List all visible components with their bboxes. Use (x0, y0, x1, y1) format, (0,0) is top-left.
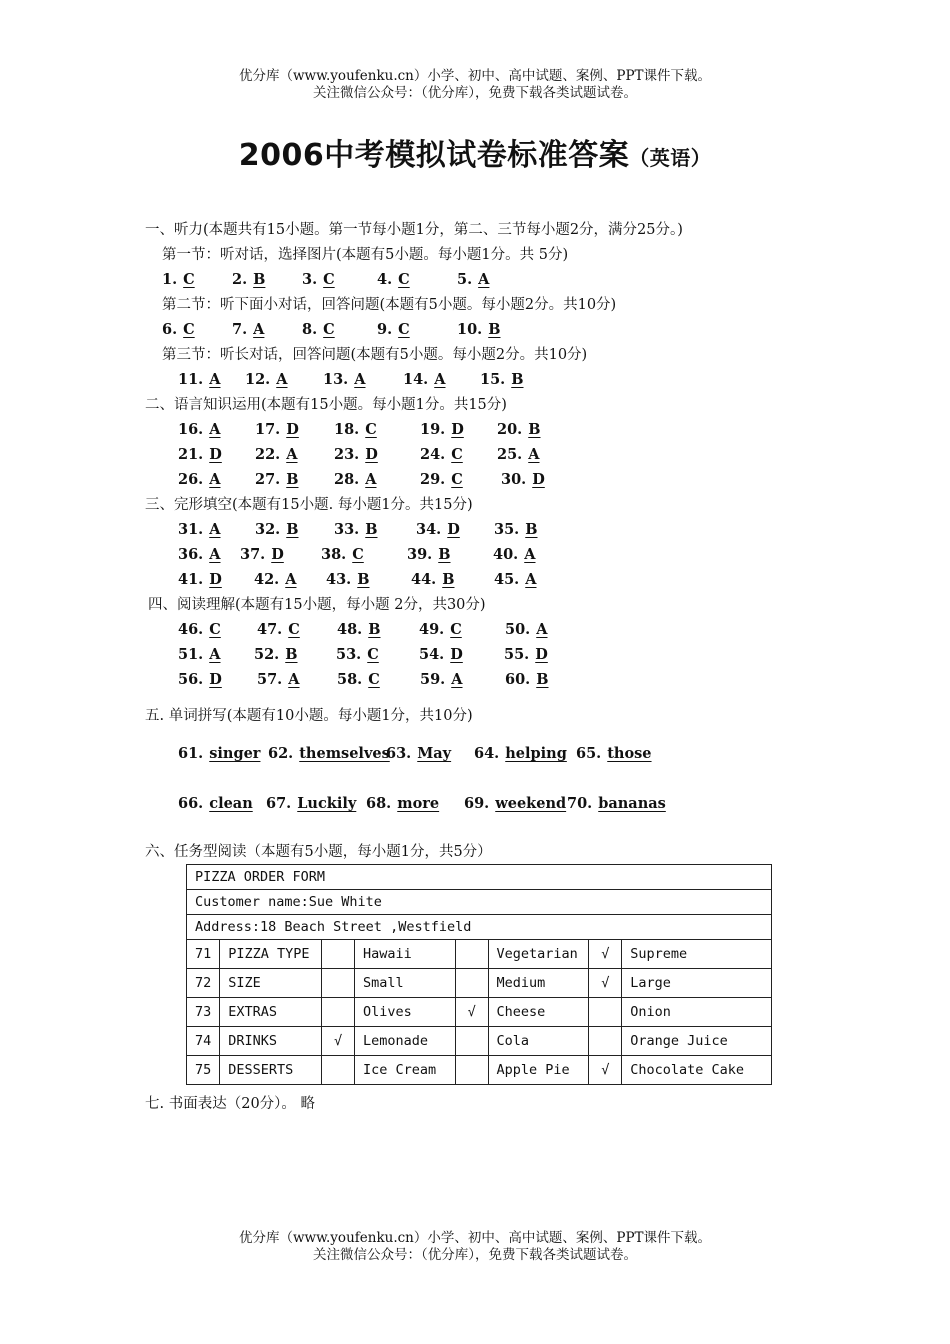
question-number: 63. (386, 745, 412, 762)
question-number: 16. (178, 421, 204, 438)
question-number: 37. (240, 546, 266, 563)
answer-item (257, 670, 337, 690)
answer-item (494, 570, 564, 590)
check-cell (322, 969, 355, 998)
answer-value: clean (209, 795, 253, 812)
question-number: 26. (178, 471, 204, 488)
check-cell (322, 998, 355, 1027)
question-number: 21. (178, 446, 204, 463)
answer-item (505, 620, 575, 640)
question-number: 33. (334, 521, 360, 538)
answer-value: May (417, 745, 452, 762)
question-number: 27. (255, 471, 281, 488)
order-row (187, 969, 772, 998)
question-number: 40. (493, 546, 519, 563)
answer-row (162, 270, 527, 290)
answer-value: A (209, 521, 221, 538)
answer-value: D (535, 646, 548, 663)
check-cell: √ (322, 1027, 355, 1056)
answer-value: D (209, 671, 222, 688)
answer-item (334, 420, 420, 440)
answer-item (323, 370, 403, 390)
answer-item (576, 744, 676, 764)
answer-value: D (209, 571, 222, 588)
section-4-heading: 四、阅读理解(本题有15小题，每小题 2分，共30分) (148, 597, 486, 613)
answer-value: D (447, 521, 460, 538)
question-number: 19. (420, 421, 446, 438)
answer-item (321, 545, 407, 565)
question-number: 54. (419, 646, 445, 663)
question-number: 67. (266, 795, 292, 812)
question-number: 59. (420, 671, 446, 688)
answer-item (504, 645, 574, 665)
question-number: 32. (255, 521, 281, 538)
answer-item (377, 320, 457, 340)
check-cell (589, 1027, 622, 1056)
answer-item (334, 445, 420, 465)
answer-value: those (607, 745, 652, 762)
check-cell (455, 940, 488, 969)
question-number: 31. (178, 521, 204, 538)
answer-item (255, 420, 334, 440)
row-number: 73 (187, 998, 220, 1027)
check-cell: √ (589, 1056, 622, 1085)
check-cell (322, 940, 355, 969)
question-number: 69. (464, 795, 490, 812)
answer-item (480, 370, 550, 390)
answer-value: D (365, 446, 378, 463)
answer-value: D (286, 421, 299, 438)
option-cell: Chocolate Cake (622, 1056, 772, 1085)
answer-row (178, 545, 563, 565)
answer-item (240, 545, 321, 565)
answer-row (178, 570, 564, 590)
option-cell: Hawaii (354, 940, 455, 969)
answer-item (162, 270, 232, 290)
row-number: 72 (187, 969, 220, 998)
answer-item (178, 570, 254, 590)
order-row (187, 1027, 772, 1056)
section-2-heading: 二、语言知识运用(本题有15小题。每小题1分。共15分) (145, 397, 507, 413)
section-1-heading: 一、听力(本题共有15小题。第一节每小题1分，第二、三节每小题2分，满分25分。) (145, 222, 683, 238)
question-number: 17. (255, 421, 281, 438)
answer-item (178, 370, 245, 390)
page-footer (0, 1230, 950, 1264)
answer-item (232, 320, 302, 340)
option-cell: Large (622, 969, 772, 998)
answer-value: C (451, 471, 463, 488)
answer-item (268, 744, 390, 764)
question-number: 25. (497, 446, 523, 463)
answer-item (474, 744, 576, 764)
answer-item (257, 620, 337, 640)
answer-item (407, 545, 493, 565)
answer-item (266, 794, 366, 814)
answer-item (254, 570, 326, 590)
question-number: 22. (255, 446, 281, 463)
answer-row (178, 645, 574, 665)
option-cell: Orange Juice (622, 1027, 772, 1056)
question-number: 57. (257, 671, 283, 688)
answer-value: singer (209, 745, 261, 762)
question-number: 41. (178, 571, 204, 588)
answer-value: A (451, 671, 463, 688)
section-1-part-1: 第一节：听对话，选择图片(本题有5小题。每小题1分。共 5分) (162, 247, 569, 263)
order-row (187, 998, 772, 1027)
answer-value: weekend (495, 795, 567, 812)
answer-item (411, 570, 494, 590)
option-cell: Cheese (488, 998, 589, 1027)
answer-row (178, 670, 575, 690)
section-6-heading: 六、任务型阅读（本题有5小题，每小题1分，共5分） (145, 844, 492, 860)
answer-value: B (442, 571, 455, 588)
answer-value: A (354, 371, 366, 388)
question-number: 65. (576, 745, 602, 762)
option-cell: Lemonade (354, 1027, 455, 1056)
answer-value: A (478, 271, 490, 288)
answer-value: D (271, 546, 284, 563)
answer-value: B (368, 621, 381, 638)
question-number: 62. (268, 745, 294, 762)
section-3-heading: 三、完形填空(本题有15小题. 每小题1分。共15分) (145, 497, 473, 513)
option-cell: Vegetarian (488, 940, 589, 969)
order-row (187, 1056, 772, 1085)
question-number: 12. (245, 371, 271, 388)
answer-item (178, 670, 257, 690)
option-cell: Onion (622, 998, 772, 1027)
question-number: 44. (411, 571, 437, 588)
form-title: PIZZA ORDER FORM (187, 865, 772, 890)
answer-item (334, 520, 416, 540)
question-number: 46. (178, 621, 204, 638)
answer-value: A (528, 446, 540, 463)
answer-value: C (288, 621, 300, 638)
question-number: 6. (162, 321, 178, 338)
question-number: 38. (321, 546, 347, 563)
answer-value: D (209, 446, 222, 463)
answer-item (337, 620, 419, 640)
answer-item (162, 320, 232, 340)
check-cell (322, 1056, 355, 1085)
answer-value: A (286, 446, 298, 463)
answer-item (497, 420, 567, 440)
question-number: 23. (334, 446, 360, 463)
question-number: 4. (377, 271, 393, 288)
answer-row (178, 520, 564, 540)
check-cell (589, 998, 622, 1027)
question-number: 34. (416, 521, 442, 538)
answer-value: B (525, 521, 538, 538)
answer-row (178, 370, 550, 390)
question-number: 68. (366, 795, 392, 812)
question-number: 36. (178, 546, 204, 563)
option-cell: Supreme (622, 940, 772, 969)
answer-value: C (398, 271, 410, 288)
answer-item (178, 744, 268, 764)
answer-item (178, 794, 266, 814)
answer-value: B (285, 646, 298, 663)
question-number: 28. (334, 471, 360, 488)
answer-row (162, 320, 527, 340)
question-number: 18. (334, 421, 360, 438)
question-number: 70. (567, 795, 593, 812)
answer-value: A (285, 571, 297, 588)
row-label: DRINKS (220, 1027, 322, 1056)
page-header (0, 68, 950, 102)
answer-item (494, 520, 564, 540)
answer-value: C (398, 321, 410, 338)
check-cell (455, 969, 488, 998)
question-number: 39. (407, 546, 433, 563)
question-number: 8. (302, 321, 318, 338)
answer-item (178, 445, 255, 465)
answer-item (254, 645, 336, 665)
question-number: 1. (162, 271, 178, 288)
question-number: 24. (420, 446, 446, 463)
pizza-order-form (186, 864, 772, 1085)
answer-item (178, 645, 254, 665)
answer-value: D (532, 471, 545, 488)
answer-value: A (365, 471, 377, 488)
answer-value: B (511, 371, 524, 388)
question-number: 61. (178, 745, 204, 762)
answer-value: C (183, 321, 195, 338)
footer-line-2: 关注微信公众号：（优分库），免费下载各类试题试卷。 (313, 1247, 637, 1263)
question-number: 64. (474, 745, 500, 762)
answer-value: A (536, 621, 548, 638)
answer-item (416, 520, 494, 540)
answer-value: D (451, 421, 464, 438)
header-line-2: 关注微信公众号：（优分库），免费下载各类试题试卷。 (313, 85, 637, 101)
answer-value: B (488, 321, 501, 338)
question-number: 7. (232, 321, 248, 338)
answer-value: C (450, 621, 462, 638)
answer-value: B (438, 546, 451, 563)
spelling-row (178, 794, 667, 814)
answer-row (178, 620, 575, 640)
answer-item (403, 370, 480, 390)
answer-item (178, 470, 255, 490)
answer-value: A (253, 321, 265, 338)
question-number: 66. (178, 795, 204, 812)
check-cell: √ (589, 940, 622, 969)
row-label: DESSERTS (220, 1056, 322, 1085)
answer-value: D (450, 646, 463, 663)
answer-value: B (357, 571, 370, 588)
option-cell: Apple Pie (488, 1056, 589, 1085)
row-number: 71 (187, 940, 220, 969)
question-number: 52. (254, 646, 280, 663)
row-number: 74 (187, 1027, 220, 1056)
answer-item (178, 620, 257, 640)
answer-item (255, 470, 334, 490)
answer-item (493, 545, 563, 565)
question-number: 3. (302, 271, 318, 288)
answer-item (178, 420, 255, 440)
answer-item (302, 270, 377, 290)
question-number: 49. (419, 621, 445, 638)
answer-value: helping (505, 745, 567, 762)
question-number: 55. (504, 646, 530, 663)
answer-value: C (209, 621, 221, 638)
answer-item (178, 520, 255, 540)
answer-item (497, 445, 567, 465)
answer-value: themselves (299, 745, 390, 762)
row-label: PIZZA TYPE (220, 940, 322, 969)
row-label: EXTRAS (220, 998, 322, 1027)
answer-item (366, 794, 464, 814)
answer-item (457, 320, 527, 340)
question-number: 53. (336, 646, 362, 663)
answer-value: C (183, 271, 195, 288)
answer-value: A (525, 571, 537, 588)
answer-value: A (524, 546, 536, 563)
answer-item (567, 794, 667, 814)
address: Address:18 Beach Street ,Westfield (187, 915, 772, 940)
question-number: 50. (505, 621, 531, 638)
check-cell: √ (589, 969, 622, 998)
question-number: 14. (403, 371, 429, 388)
question-number: 13. (323, 371, 349, 388)
answer-value: B (286, 521, 299, 538)
answer-value: C (365, 421, 377, 438)
question-number: 48. (337, 621, 363, 638)
answer-value: more (397, 795, 440, 812)
question-number: 20. (497, 421, 523, 438)
question-number: 43. (326, 571, 352, 588)
question-number: 29. (420, 471, 446, 488)
row-number: 75 (187, 1056, 220, 1085)
question-number: 45. (494, 571, 520, 588)
question-number: 15. (480, 371, 506, 388)
section-5-heading: 五. 单词拼写(本题有10小题。每小题1分，共10分) (145, 708, 473, 724)
order-row (187, 940, 772, 969)
page-title (0, 130, 950, 174)
answer-item (178, 545, 240, 565)
answer-row (178, 445, 567, 465)
question-number: 60. (505, 671, 531, 688)
answer-item (419, 645, 504, 665)
answer-item (336, 645, 419, 665)
answer-row (178, 470, 571, 490)
answer-item (457, 270, 527, 290)
answer-value: B (536, 671, 549, 688)
answer-value: C (451, 446, 463, 463)
answer-value: A (209, 371, 221, 388)
answer-item (505, 670, 575, 690)
check-cell (455, 1027, 488, 1056)
section-7-heading: 七. 书面表达（20分）。 略 (145, 1096, 316, 1112)
answer-value: A (288, 671, 300, 688)
answer-item (420, 445, 497, 465)
answer-item (420, 420, 497, 440)
answer-value: A (276, 371, 288, 388)
answer-item (302, 320, 377, 340)
option-cell: Cola (488, 1027, 589, 1056)
answer-item (420, 470, 501, 490)
option-cell: Olives (354, 998, 455, 1027)
answer-item (419, 620, 505, 640)
answer-item (386, 744, 474, 764)
answer-value: bananas (598, 795, 666, 812)
answer-item (420, 670, 505, 690)
answer-value: C (323, 321, 335, 338)
title-main: 2006中考模拟试卷标准答案 (238, 138, 630, 173)
option-cell: Ice Cream (354, 1056, 455, 1085)
answer-value: A (209, 421, 221, 438)
answer-item (501, 470, 571, 490)
question-number: 10. (457, 321, 483, 338)
answer-value: B (365, 521, 378, 538)
question-number: 11. (178, 371, 204, 388)
answer-value: C (367, 646, 379, 663)
row-label: SIZE (220, 969, 322, 998)
section-1-part-3: 第三节：听长对话，回答问题(本题有5小题。每小题2分。共10分) (162, 347, 588, 363)
check-cell (455, 1056, 488, 1085)
footer-line-1: 优分库（www.youfenku.cn）小学、初中、高中试题、案例、PPT课件下载。 (238, 1230, 712, 1246)
question-number: 5. (457, 271, 473, 288)
answer-item (245, 370, 323, 390)
question-number: 9. (377, 321, 393, 338)
answer-value: A (209, 546, 221, 563)
check-cell: √ (455, 998, 488, 1027)
question-number: 47. (257, 621, 283, 638)
answer-value: A (434, 371, 446, 388)
spelling-row (178, 744, 676, 764)
question-number: 51. (178, 646, 204, 663)
answer-value: C (352, 546, 364, 563)
answer-item (255, 445, 334, 465)
question-number: 56. (178, 671, 204, 688)
answer-item (337, 670, 420, 690)
section-1-part-2: 第二节：听下面小对话，回答问题(本题有5小题。每小题2分。共10分) (162, 297, 617, 313)
answer-row (178, 420, 567, 440)
question-number: 30. (501, 471, 527, 488)
answer-value: A (209, 646, 221, 663)
title-sub: （英语） (629, 146, 712, 170)
answer-value: B (528, 421, 541, 438)
header-line-1: 优分库（www.youfenku.cn）小学、初中、高中试题、案例、PPT课件下载。 (238, 68, 712, 84)
answer-item (377, 270, 457, 290)
option-cell: Small (354, 969, 455, 998)
question-number: 42. (254, 571, 280, 588)
customer-name: Customer name:Sue White (187, 890, 772, 915)
answer-value: C (368, 671, 380, 688)
answer-item (334, 470, 420, 490)
answer-value: Luckily (297, 795, 357, 812)
answer-value: B (253, 271, 266, 288)
answer-item (464, 794, 567, 814)
option-cell: Medium (488, 969, 589, 998)
answer-item (255, 520, 334, 540)
question-number: 58. (337, 671, 363, 688)
answer-item (326, 570, 411, 590)
answer-value: B (286, 471, 299, 488)
answer-item (232, 270, 302, 290)
answer-value: A (209, 471, 221, 488)
answer-value: C (323, 271, 335, 288)
question-number: 2. (232, 271, 248, 288)
question-number: 35. (494, 521, 520, 538)
